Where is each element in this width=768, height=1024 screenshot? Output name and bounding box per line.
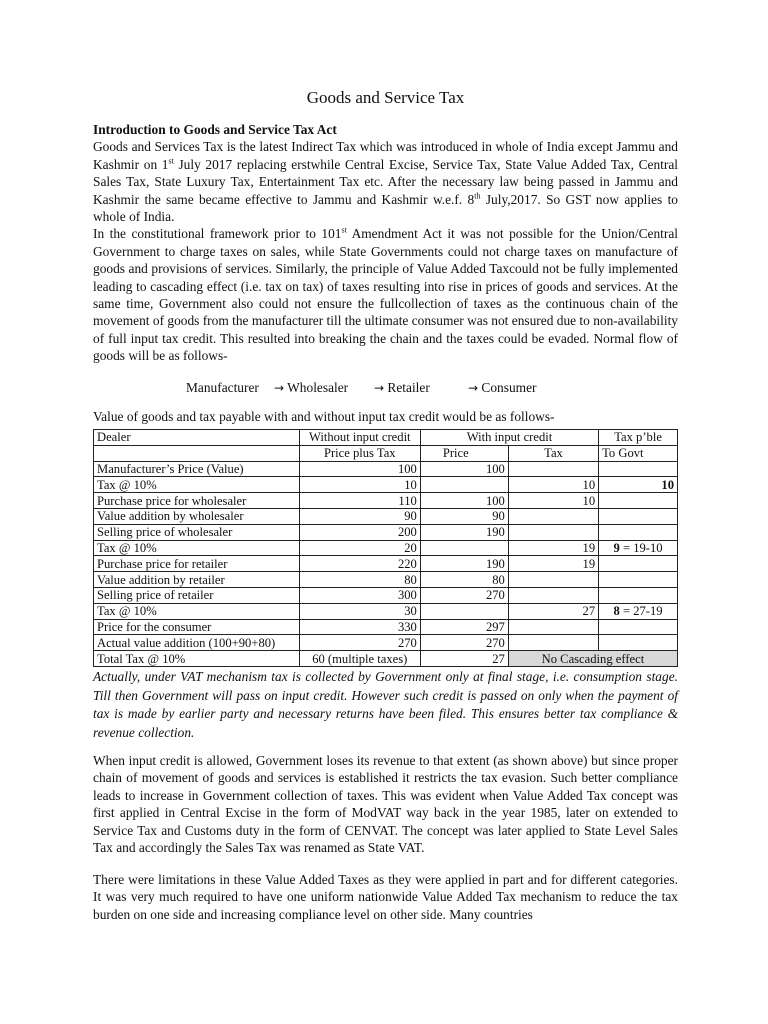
row-govt-formula: = 19-10 [619,540,663,555]
row-tax-to-govt [599,603,678,619]
row-dealer: Value addition by wholesaler [94,508,300,524]
right-arrow-icon: → [468,381,479,395]
table-row [94,572,678,588]
table-row [94,540,678,556]
row-tax-to-govt [599,524,678,540]
row-with-tax [508,461,598,477]
row-without-credit: 30 [299,603,420,619]
header-empty [94,445,300,461]
table-total-row [94,651,678,667]
p1-text-b: July 2017 replacing erstwhile Central Excise, Service Tax, State Value Added Tax, Central Sales Tax, State Luxury Tax, Entertainment Tax etc. After the necessary law being passed in Jammu and Kashmir the same became effective to Jammu and Kashmir w.e.f. 8 [93,156,678,207]
row-tax-to-govt [599,635,678,651]
row-without-credit: 90 [299,508,420,524]
row-dealer: Price for the consumer [94,619,300,635]
row-with-price [420,477,508,493]
row-without-credit: 100 [299,461,420,477]
row-without-credit: 20 [299,540,420,556]
flow-arrow-2 [374,380,430,396]
row-with-price: 190 [420,524,508,540]
row-with-price: 100 [420,461,508,477]
row-tax-to-govt [599,556,678,572]
p1-sup-1: st [168,156,174,166]
row-tax-to-govt [599,508,678,524]
row-tax-to-govt [599,493,678,509]
flow-retailer: Retailer [387,380,430,395]
row-dealer: Value addition by retailer [94,572,300,588]
row-with-price: 80 [420,572,508,588]
flow-consumer: Consumer [481,380,537,395]
row-with-tax: 27 [508,603,598,619]
paragraph-3: When input credit is allowed, Government loses its revenue to that extent (as shown above) but since proper chain of movement of goods and services is established it restricts the tax evasion. Such better compliance leads to increase in Government collection of taxes. This was evident when Value Added Tax concept was first applied in Central Excise in the form of ModVAT way back in the year 1985, later on extended to Service Tax and Customs duty in the form of CENVAT. The concept was later applied to State Level Sales Tax and accordingly the Sales Tax was renamed as State VAT. [93,753,678,856]
total-without: 60 (multiple taxes) [299,651,420,667]
intro-section [93,121,678,365]
no-cascading-note: No Cascading effect [508,651,677,667]
row-without-credit: 270 [299,635,420,651]
row-without-credit: 80 [299,572,420,588]
row-with-tax [508,508,598,524]
row-with-price: 190 [420,556,508,572]
row-tax-to-govt [599,540,678,556]
row-dealer: Selling price of retailer [94,587,300,603]
row-govt-formula: = 27-19 [619,604,663,619]
row-with-price: 90 [420,508,508,524]
table-row [94,587,678,603]
p2-text-a: In the constitutional framework prior to 101 [93,226,342,242]
total-label: Total Tax @ 10% [94,651,300,667]
row-without-credit: 10 [299,477,420,493]
p2-sup: st [341,225,347,235]
row-with-price [420,603,508,619]
total-with-price: 27 [420,651,508,667]
flow-manufacturer: Manufacturer [186,380,259,395]
row-with-tax [508,619,598,635]
row-dealer: Purchase price for wholesaler [94,493,300,509]
table-row [94,508,678,524]
intro-paragraph-2 [93,225,678,364]
row-dealer: Manufacturer’s Price (Value) [94,461,300,477]
row-dealer: Tax @ 10% [94,540,300,556]
row-with-tax: 10 [508,477,598,493]
row-govt-amount: 8 [613,604,620,619]
row-govt-amount: 10 [661,477,674,492]
row-tax-to-govt [599,477,678,493]
row-with-tax [508,524,598,540]
row-tax-to-govt [599,619,678,635]
header-without-credit: Without input credit [299,430,420,446]
table-row [94,619,678,635]
gst-comparison-table [93,429,678,667]
table-row [94,635,678,651]
right-arrow-icon: → [274,381,285,395]
row-without-credit: 200 [299,524,420,540]
row-govt-amount: 9 [613,540,620,555]
row-with-tax [508,572,598,588]
table-header-row-2 [94,445,678,461]
row-without-credit: 110 [299,493,420,509]
table-header-row-1 [94,430,678,446]
row-with-price: 270 [420,635,508,651]
row-without-credit: 300 [299,587,420,603]
header-dealer: Dealer [94,430,300,446]
row-with-tax [508,587,598,603]
p2-text-b: Amendment Act it was not possible for the Union/Central Government to charge taxes on sales, while State Governments could not charge taxes on manufacture of goods and provisions of services. Similarly, the principle of Value Added Taxcould not be fully implemented leading to cascading effect (i.e. tax on tax) of taxes resulting into rise in prices of goods and services. At the same time, Government also could not ensure the fullcollection of taxes as the continuous chain of the movement of goods from the manufacturer till the ultimate consumer was not ensured due to non-availability of full input tax credit. This resulted into breaking the chain and the taxes could be evaded. Normal flow of goods will be as follows- [93,226,678,364]
intro-paragraph-1 [93,138,678,225]
row-dealer: Tax @ 10% [94,603,300,619]
row-with-tax: 10 [508,493,598,509]
header-tax: Tax [508,445,598,461]
table-row [94,493,678,509]
row-with-tax: 19 [508,556,598,572]
italic-note: Actually, under VAT mechanism tax is collected by Government only at final stage, i.e. consumption stage. Till then Government will pass on input credit. However such credit is passed on only when the payment of tax is made by earlier party and necessary returns have been filed. This ensures better tax compliance & revenue collection. [93,669,678,740]
row-tax-to-govt [599,587,678,603]
table-row [94,603,678,619]
row-without-credit: 330 [299,619,420,635]
right-arrow-icon: → [374,381,385,395]
row-with-price: 270 [420,587,508,603]
header-with-credit: With input credit [420,430,598,446]
row-tax-to-govt [599,572,678,588]
row-dealer: Purchase price for retailer [94,556,300,572]
page-title: Goods and Service Tax [306,88,465,107]
row-dealer: Actual value addition (100+90+80) [94,635,300,651]
row-with-price: 100 [420,493,508,509]
header-to-govt: To Govt [599,445,678,461]
p1-sup-2: th [474,191,481,201]
flow-wholesaler: Wholesaler [287,380,349,395]
flow-arrow-1 [274,380,348,396]
row-tax-to-govt [599,461,678,477]
row-with-price [420,540,508,556]
p1-text-c: July,2017. So GST now applies to whole of India. [93,191,678,225]
table-row [94,524,678,540]
row-without-credit: 220 [299,556,420,572]
paragraph-4: There were limitations in these Value Added Taxes as they were applied in part and for different categories. It was very much required to have one uniform nationwide Value Added Tax mechanism to reduce the tax burden on one side and increasing compliance level on other side. Many countries [93,872,678,922]
row-with-tax [508,635,598,651]
header-tax-payable: Tax p’ble [599,430,678,446]
table-row [94,461,678,477]
header-price: Price [420,445,508,461]
p1-text-a: Goods and Services Tax is the latest Indirect Tax which was introduced in whole of India except Jammu and Kashmir on 1 [93,139,678,172]
table-row [94,477,678,493]
flow-arrow-3 [468,380,536,396]
table-intro: Value of goods and tax payable with and without input tax credit would be as follows- [93,409,555,424]
table-row [94,556,678,572]
row-with-price: 297 [420,619,508,635]
row-with-tax: 19 [508,540,598,556]
section-heading: Introduction to Goods and Service Tax Act [93,122,337,137]
table-body [94,461,678,651]
row-dealer: Selling price of wholesaler [94,524,300,540]
header-price-plus-tax: Price plus Tax [299,445,420,461]
row-dealer: Tax @ 10% [94,477,300,493]
